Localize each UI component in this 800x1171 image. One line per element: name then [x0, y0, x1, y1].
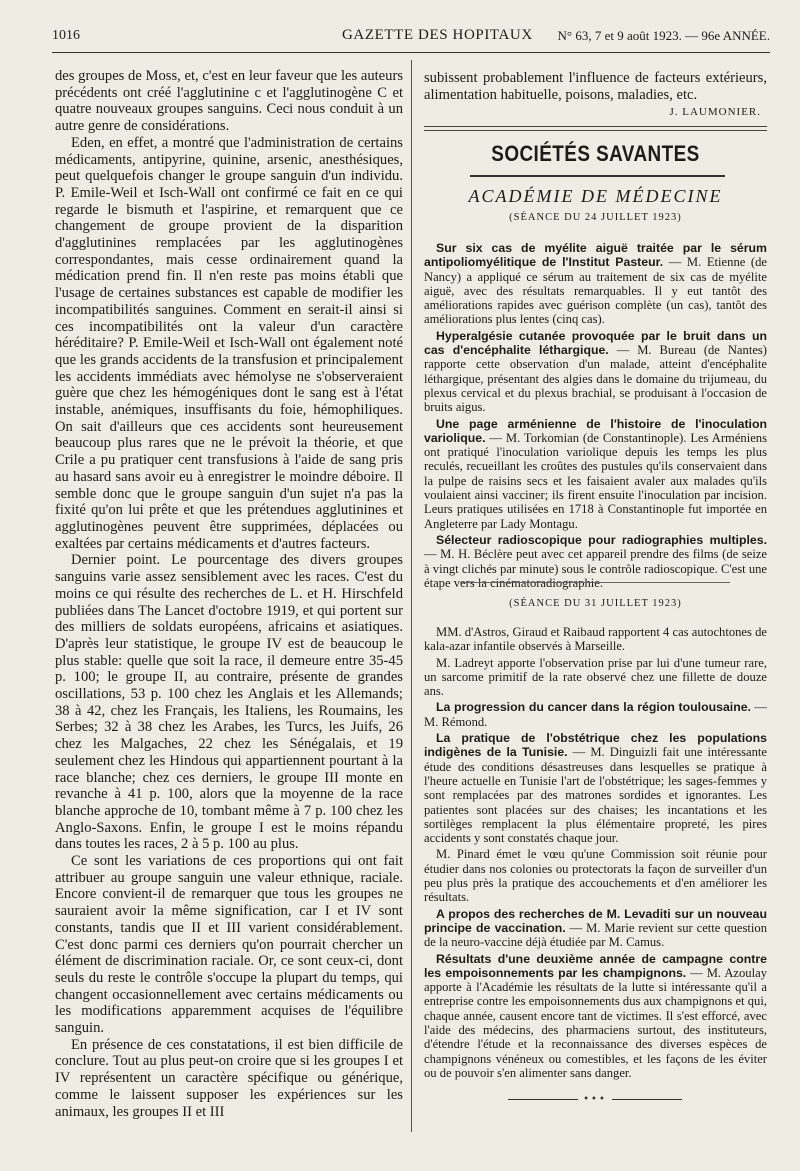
entry-title: Sur six cas de myélite aiguë traitée par le sérum antipoliomyélitique de l'Institut Pasteur. — [424, 241, 767, 270]
seance-date: (SÉANCE DU 24 JUILLET 1923) — [509, 212, 682, 223]
left-paragraph: des groupes de Moss, et, c'est en leur faveur que les auteurs précédents ont créé l'agglutinine c et l'agglutinogène C et quatre nouveaux groupes sanguins. Ceci nous conduit à un autre genre de considérations. — [55, 68, 403, 135]
entry-body: — M. Bureau (de Nantes) rapporte cette observation d'un malade, atteint d'encéphalite léthargique, présentant des algies dans le domaine du trijumeau, du plexus cervical et du plexus brachial, se produisant à l'occasion de bruits aigus. — [424, 343, 768, 415]
academy-heading: ACADÉMIE DE MÉDECINE — [468, 186, 723, 206]
left-column — [55, 68, 403, 1120]
left-paragraph: En présence de ces constatations, il est bien difficile de conclure. Tout au plus peut-on croire que si les groupes I et IV représentent un caractère spécifique ou générique, comme le laissent supposer les expériences sur les animaux, les groupes II et III — [55, 1036, 403, 1120]
entry-body: — M. Azoulay apporte à l'Académie les résultats de la lutte si intéressante qu'il a entreprise contre les empoisonnements dus aux champignons et qui, chaque année, causent encore tant de victimes. Il s'est efforcé, avec l'aide des médecins, des pharmaciens surtout, des instituteurs, d'étendre l'étude et la reconnaissance des diverses espèces de champignons vénéneux ou comestibles, et les façons de les éviter ou de pouvoir s'en alimenter sans danger. — [424, 965, 767, 1080]
seance-date: (SÉANCE DU 31 JUILLET 1923) — [509, 598, 682, 609]
section-rule — [424, 130, 767, 131]
end-ornament: ••• — [505, 1094, 685, 1105]
section-rule — [424, 126, 767, 127]
seance-rule — [460, 582, 730, 583]
seance-entry — [424, 625, 767, 654]
seance-entry — [424, 656, 767, 699]
continuation-text: subissent probablement l'influence de facteurs extérieurs, alimentation habituelle, poisons, maladies, etc. — [424, 70, 767, 103]
entry-title: La pratique de l'obstétrique chez les populations indigènes de la Tunisie. — [424, 731, 767, 760]
entry-title: Une page arménienne de l'histoire de l'inoculation variolique. — [424, 416, 767, 445]
left-paragraph: Eden, en effet, a montré que l'administration de certains médicaments, antipyrine, quinine, arsenic, anesthésiques, peut quelquefois changer le groupe sanguin d'un individu. P. Emile-Weil et Isch-Wall ont confirmé ce fait en ce qui regarde le bismuth et l'aspirine, et remarquent que ce changement de groupe provient de la disparition d'agglutinines remplacées par les agglutinogènes correspondantes, mais cesse ordinairement quand la médication prend fin. Il n'en reste pas moins établi que l'usage de certaines substances est capable de modifier les incompatibilités sanguines. Comment en serait-il ainsi si ces incompatibilités ont la valeur d'un caractère héréditaire? P. Emile-Weil et Isch-Wall ont également noté que les grands accidents de la transfusion et principalement les accidents immédiats avec hémolyse ne s'observeraient guère que chez les hémogéniques dont le sang est à l'état instable, anémiques, insuffisants du foie, hémophiliques. On sait d'ailleurs que ces accidents sont heureusement beaucoup plus rares que ne le prévoit la théorie, et que Crile a pu pratiquer cent transfusions à l'aide de sang pris au hasard sans avoir eu à enregistrer le moindre déboire. Il semble donc que le groupe sanguin d'un sujet n'a pas la fixité qu'on lui prête et que les prétendues agglutinines et agglutinogènes peuvent être supprimées, déplacées ou exaltées par certains médicaments et d'autres facteurs. — [55, 134, 403, 552]
entry-title: A propos des recherches de M. Levaditi sur un nouveau principe de vaccination. — [424, 906, 767, 935]
entry-body: — M. Rémond. — [424, 700, 767, 729]
entry-body: — M. Etienne (de Nancy) a appliqué ce sérum au traitement de six cas de myélite aiguë, avec des résultats remarquables. Il y eut tantôt des améliorations rapides avec guérison complète (un cas), tantôt des améliorations plus lentes (cinq cas). — [424, 255, 768, 327]
journal-title: GAZETTE DES HOPITAUX — [342, 27, 533, 43]
page-header — [52, 26, 770, 48]
entry-body: — M. H. Béclère peut avec cet appareil prendre des films (de seize à vingt clichés par minute) sous le contrôle radioscopique. C'est une étape vers la cinématoradiographie. — [424, 547, 767, 590]
entry-title: La progression du cancer dans la région toulousaine. — [436, 700, 751, 715]
entry-title: Sélecteur radioscopique pour radiographies multiples. — [436, 532, 767, 547]
seance-entries-1 — [424, 241, 767, 592]
seance-entries-2 — [424, 625, 767, 1082]
entry-body: MM. d'Astros, Giraud et Raibaud rapportent 4 cas autochtones de kala-azar infantile observés à Marseille. — [424, 625, 767, 654]
seance-entry — [424, 952, 767, 1081]
entry-title: Résultats d'une deuxième année de campagne contre les empoisonnements par les champignons. — [424, 951, 767, 980]
entry-body: — M. Torkomian (de Constantinople). Les Arméniens ont pratiqué l'inoculation variolique depuis les temps les plus reculés, recueillant les croûtes des pustules qu'ils conservaient dans la pulpe de raisins secs et les faisaient avaler aux malades qu'ils voulaient ainsi vacciner; ils firent ensuite l'inoculation par incision. Leurs pratiques utilisées en 1718 à Constantinople fut importée en Angleterre par Lady Montagu. — [424, 430, 767, 531]
entry-body: — M. Marie revient sur cette question de la neuro-vaccine déjà étudiée par M. Camus. — [424, 920, 767, 950]
section-title-rule — [470, 175, 725, 177]
seance-entry — [424, 907, 767, 950]
entry-title: Hyperalgésie cutanée provoquée par le bruit dans un cas d'encéphalite léthargique. — [424, 328, 767, 358]
section-title: SOCIÉTÉS SAVANTES — [491, 141, 700, 166]
seance-entry — [424, 731, 767, 845]
article-author: J. LAUMONIER. — [669, 106, 761, 119]
issue-info: N° 63, 7 et 9 août 1923. — 96e ANNÉE. — [557, 28, 770, 43]
header-rule — [52, 52, 770, 53]
seance-entry — [424, 241, 767, 327]
entry-body: — M. Dinguizli fait une intéressante étude des conditions désastreuses dans lesquelles se pratique à l'heure actuelle en Tunisie l'art de l'obstétrique; les sages-femmes y sont remplacées par des matrones sordides et ignorantes. Les patientes sont placées sur des chaises; les incantations et les sortilèges remplacent la plus élémentaire propreté, les pires accidents y sont constatés chaque jour. — [424, 745, 767, 846]
seance-entry — [424, 847, 767, 904]
seance-entry — [424, 417, 767, 531]
column-divider — [411, 60, 412, 1132]
left-paragraph: Ce sont les variations de ces proportions qui ont fait attribuer au groupe sanguin une valeur ethnique, raciale. Encore convient-il de remarquer que tous les groupes ne sauraient avoir la même signification, car I et IV sont constants, tandis que II et III varient considérablement. C'est donc parmi ces derniers qu'on pourrait chercher un élément de discrimination raciale. Or, ce sont ceux-ci, dont seuls du reste le contrôle s'occupe la plupart du temps, qui changent occasionnellement avec certains médicaments ou les modifications apparemment acquises de l'équilibre sanguin. — [55, 853, 403, 1037]
seance-entry — [424, 700, 767, 729]
left-paragraph: Dernier point. Le pourcentage des divers groupes sanguins varie assez sensiblement avec les races. C'est du moins ce qui résulte des recherches de L. et H. Hirschfeld publiées dans The Lancet d'octobre 1919, et qui portent sur des milliers de soldats européens, africains et asiatiques. D'après leur statistique, le groupe IV est de beaucoup le plus stable: quelle que soit la race, il demeure entre 35-45 p. 100; le groupe II, au contraire, présente de grandes oscillations, 53 p. 100 chez les Anglais et les Allemands; 38 à 42, chez les Français, les Italiens, les Roumains, les Serbes; 32 à 38 chez les Arabes, les Turcs, les Juifs, 26 chez les Malgaches, 22 chez les Sénégalais, et 19 seulement chez les Hindous qui appartiennent pourtant à la race blanche; chez ces derniers, le groupe III monte en revanche à 41 p. 100, alors que la moyenne de la race blanche approche de 10, tombant même à 7 p. 100 chez les Anglo-Saxons. Enfin, le groupe I est le moins répandu dans toutes les races, 2 à 5 p. 100 au plus. — [55, 552, 403, 853]
seance-entry — [424, 329, 767, 415]
page-number: 1016 — [52, 28, 80, 43]
right-column-continuation — [424, 70, 767, 121]
entry-body: M. Ladreyt apporte l'observation prise par lui d'une tumeur rare, un sarcome primitif de la rate observé chez une fillette de douze ans. — [424, 655, 767, 699]
entry-body: M. Pinard émet le vœu qu'une Commission soit réunie pour étudier dans nos colonies ou protectorats la façon de surveiller d'un peu plus près la pratique des accouchements et d'en améliorer les résultats. — [424, 847, 767, 905]
